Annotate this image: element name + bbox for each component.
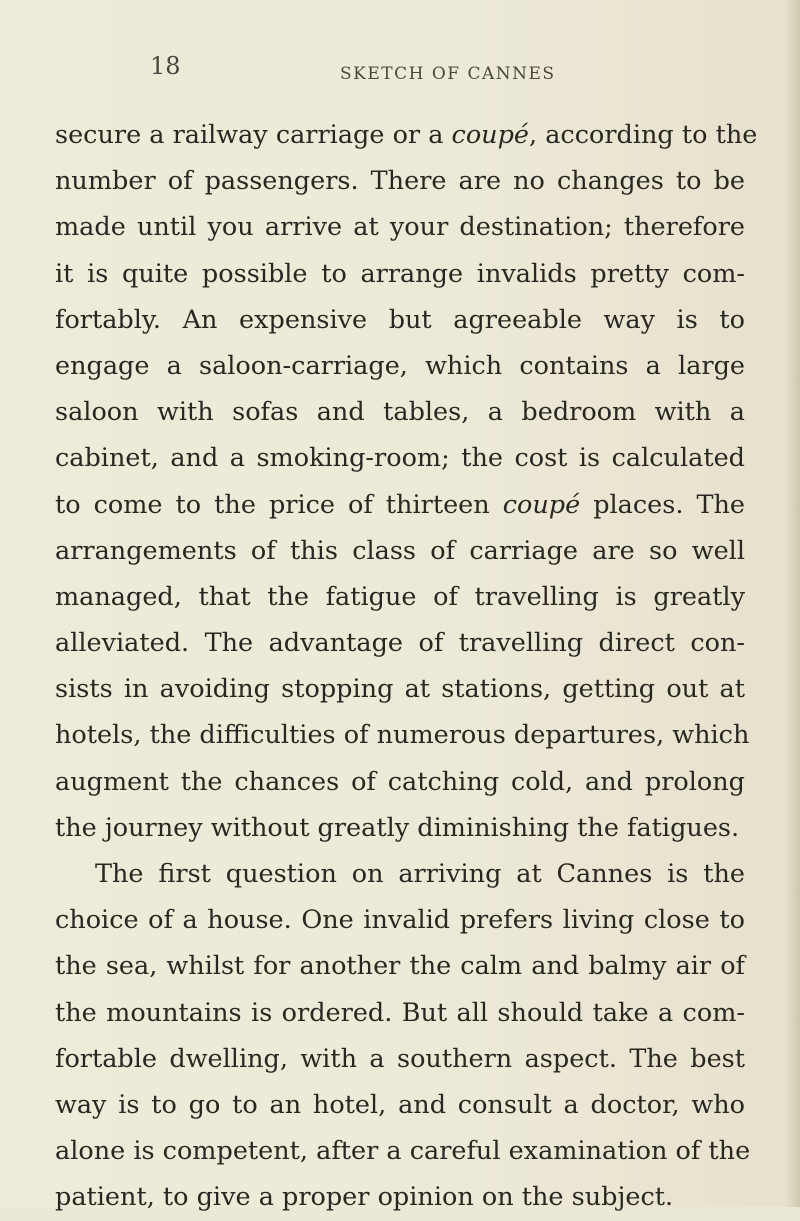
- text-segment: cabinet, and a smoking-room; the cost is calculated: [55, 443, 745, 474]
- text-segment: augment the chances of catching cold, and prolong: [55, 766, 745, 797]
- italic-text: coupé: [502, 489, 581, 520]
- text-line: [55, 805, 745, 851]
- text-line: [55, 204, 745, 250]
- text-segment: alleviated. The advantage of travelling direct con-: [55, 628, 745, 659]
- text-segment: the sea, whilst for another the calm and balmy air of: [55, 951, 745, 982]
- text-segment: choice of a house. One invalid prefers living close to: [55, 905, 745, 936]
- page-number: 18: [150, 52, 181, 80]
- text-line: [55, 666, 745, 712]
- text-segment: places. The: [580, 489, 745, 520]
- text-segment: fortably. An expensive but agreeable way is to: [55, 304, 745, 335]
- text-line: [55, 1036, 745, 1082]
- text-line: [55, 1174, 745, 1220]
- text-segment: hotels, the difficulties of numerous departures, which: [55, 720, 750, 751]
- text-line: [55, 1082, 745, 1128]
- text-line: [55, 435, 745, 481]
- text-line: [55, 389, 745, 435]
- text-line: [55, 112, 758, 158]
- text-segment: sists in avoiding stopping at stations, getting out at: [55, 674, 745, 705]
- text-line: [55, 851, 745, 897]
- text-segment: managed, that the fatigue of travelling is greatly: [55, 581, 745, 612]
- text-line: [55, 482, 745, 528]
- page-edge-shadow: [786, 0, 800, 1207]
- text-segment: engage a saloon-carriage, which contains a large: [55, 350, 745, 381]
- text-line: [55, 897, 745, 943]
- text-line: [55, 574, 745, 620]
- text-segment: The first question on arriving at Cannes is the: [95, 859, 745, 889]
- text-line: [55, 990, 745, 1036]
- running-head: [150, 52, 710, 88]
- text-segment: secure a railway carriage or a: [55, 120, 452, 150]
- text-line: [55, 1128, 751, 1174]
- text-line: [55, 943, 745, 989]
- text-segment: saloon with sofas and tables, a bedroom with a: [55, 397, 745, 428]
- text-segment: fortable dwelling, with a southern aspect. The best: [55, 1043, 745, 1074]
- text-segment: the mountains is ordered. But all should take a com-: [55, 997, 745, 1028]
- text-segment: made until you arrive at your destination; therefore: [55, 212, 745, 243]
- text-line: [55, 158, 745, 204]
- text-line: [55, 343, 745, 389]
- text-segment: to come to the price of thirteen: [55, 489, 503, 520]
- text-segment: number of passengers. There are no changes to be: [55, 166, 745, 197]
- text-line: [55, 759, 745, 805]
- text-segment: way is to go to an hotel, and consult a doctor, who: [55, 1089, 745, 1120]
- text-segment: it is quite possible to arrange invalids pretty com-: [55, 258, 745, 289]
- text-line: [55, 251, 745, 297]
- italic-text: coupé: [451, 120, 530, 150]
- text-line: [55, 297, 745, 343]
- text-segment: the journey without greatly diminishing the fatigues.: [55, 812, 740, 843]
- text-line: [55, 712, 750, 758]
- running-head-title: SKETCH OF CANNES: [340, 64, 556, 84]
- text-line: [55, 620, 745, 666]
- text-line: [55, 528, 745, 574]
- text-segment: alone is competent, after a careful examination of the: [55, 1136, 751, 1167]
- text-segment: , according to the: [529, 120, 758, 150]
- body-text: [55, 112, 758, 1221]
- text-segment: arrangements of this class of carriage are so well: [55, 535, 745, 566]
- text-segment: patient, to give a proper opinion on the subject.: [55, 1182, 674, 1213]
